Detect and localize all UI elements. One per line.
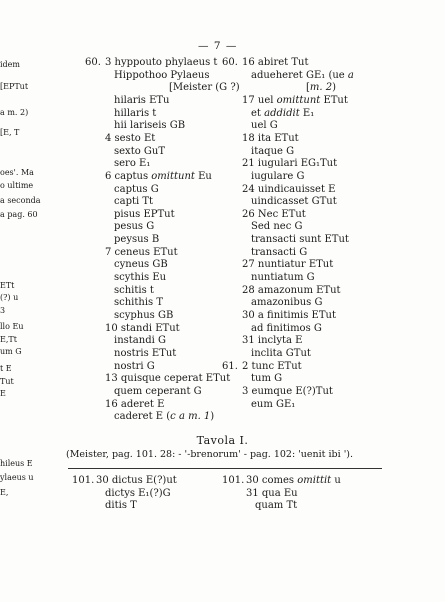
section-rule [68,468,382,469]
margin-fragment: E,Tt [0,335,17,344]
variant-reading-line: 30 dictus E(?)ut [96,475,177,486]
margin-fragment: [EPTut [0,82,29,91]
variant-reading-line: capti Tt [114,196,154,208]
variant-reading-line: peysus B [114,234,160,246]
variant-reading-line: 27 nuntiatur ETut [242,259,334,271]
variant-reading-line: tum G [251,373,283,385]
variant-reading-line: scythis Eu [114,272,167,284]
margin-fragment: [E, T [0,128,20,137]
variant-reading-line: adueheret GE₁ (ue a [251,69,354,81]
variant-reading-line: eum GE₁ [251,398,296,410]
variant-reading-line: amazonibus G [251,297,323,309]
margin-fragment: (?) u [0,293,19,302]
variant-reading-line: captus G [114,183,159,195]
variant-reading-line: hii lariseis GB [114,120,186,132]
tavola-subtitle: (Meister, pag. 101. 28: - '-brenorum' - pag. 102: 'uenit ibi '). [66,449,354,460]
variant-reading-line: ad finitimos G [251,322,322,334]
chapter-number: 60. [85,57,101,68]
variant-reading-line: 13 quisque ceperat ETut [105,373,231,385]
variant-reading-line: nuntiatum G [251,272,315,284]
variant-reading-line: 28 amazonum ETut [242,284,341,296]
chapter-number: 60. [222,57,238,68]
margin-fragment: o ultime [0,181,34,190]
variant-reading-line: inclita GTut [251,347,311,359]
variant-reading-line: uel G [251,120,278,132]
variant-reading-line: caderet E (c a m. 1) [114,411,215,423]
variant-reading-line: scyphus GB [114,310,174,321]
margin-fragment: a pag. 60 [0,210,38,219]
variant-reading-line: sexto GuT [114,145,166,157]
variant-reading-line: Sed nec G [251,221,303,233]
variant-reading-line: [m. 2) [306,82,337,94]
variant-reading-line: quem ceperant G [114,385,202,397]
margin-fragment: a seconda [0,196,41,205]
variant-reading-line: [Meister (G ?) [169,82,240,94]
left-margin-bleed [0,0,62,602]
variant-reading-line: transacti G [251,246,308,258]
variant-reading-line: pisus EPTut [114,208,175,220]
variant-reading-line: quam Tt [255,500,298,511]
margin-fragment: E [0,389,6,398]
variant-reading-line: 10 standi ETut [105,322,180,334]
variant-reading-line: 17 uel omittunt ETut [242,94,348,106]
page-number: — 7 — [198,40,238,52]
variant-reading-line: uindicasset GTut [251,196,337,208]
variant-reading-line: dictys E₁(?)G [105,487,171,499]
variant-reading-line: 24 uindicauisset E [242,183,336,195]
margin-fragment: oes'. Ma [0,168,34,177]
variant-reading-line: 4 sesto Et [105,132,156,144]
variant-reading-line: pesus G [114,221,155,233]
margin-fragment: ylaeus u [0,473,34,482]
variant-reading-line: instandi G [114,335,166,347]
variant-reading-line: hillaris t [114,107,157,119]
variant-reading-line: itaque G [251,145,295,157]
margin-fragment: ETt [0,281,15,290]
variant-reading-line: iugulare G [251,170,305,182]
chapter-number: 101. [222,475,245,486]
variant-reading-line: nostri G [114,360,155,372]
variant-reading-line: ditis T [105,500,137,511]
variant-reading-line: et addidit E₁ [251,107,315,119]
variant-reading-line: 31 qua Eu [246,487,298,499]
variant-reading-line: cyneus GB [114,259,168,271]
variant-reading-line: 16 abiret Tut [242,57,309,68]
variant-reading-line: hilaris ETu [114,94,170,106]
tavola-title: Tavola I. [196,434,249,447]
variant-reading-line: schithis T [114,297,164,309]
variant-reading-line: nostris ETut [114,347,177,359]
variant-reading-line: 30 comes omittit u [246,475,341,486]
variant-reading-line: transacti sunt ETut [251,234,349,246]
variant-reading-line: schitis t [114,284,154,296]
variant-reading-line: 7 ceneus ETut [105,246,178,258]
margin-fragment: um G [0,347,22,356]
margin-fragment: idem [0,60,20,69]
variant-reading-line: 6 captus omittunt Eu [105,170,212,182]
variant-reading-line: 3 eumque E(?)Tut [242,385,333,397]
variant-reading-line: 3 hyppouto phylaeus t [105,57,218,68]
margin-fragment: 3 [0,306,6,315]
variant-reading-line: sero E₁ [114,158,151,170]
variant-reading-line: 16 aderet E [105,398,165,410]
chapter-number: 61. [222,360,238,372]
variant-reading-line: 26 Nec ETut [242,208,306,220]
variant-reading-line: 21 iugulari EG₁Tut [242,158,338,170]
variant-reading-line: Hippothoo Pylaeus [114,69,210,81]
margin-fragment: llo Eu [0,322,24,331]
variant-reading-line: 31 inclyta E [242,335,303,347]
margin-fragment: t E [0,364,12,373]
margin-fragment: hileus E [0,459,33,468]
margin-fragment: E, [0,488,9,497]
margin-fragment: Tut [0,377,14,386]
variant-reading-line: 30 a finitimis ETut [242,310,336,321]
chapter-number: 101. [72,475,95,486]
variant-reading-line: 18 ita ETut [242,132,299,144]
margin-fragment: a m. 2) [0,108,29,117]
variant-reading-line: 2 tunc ETut [242,360,302,372]
